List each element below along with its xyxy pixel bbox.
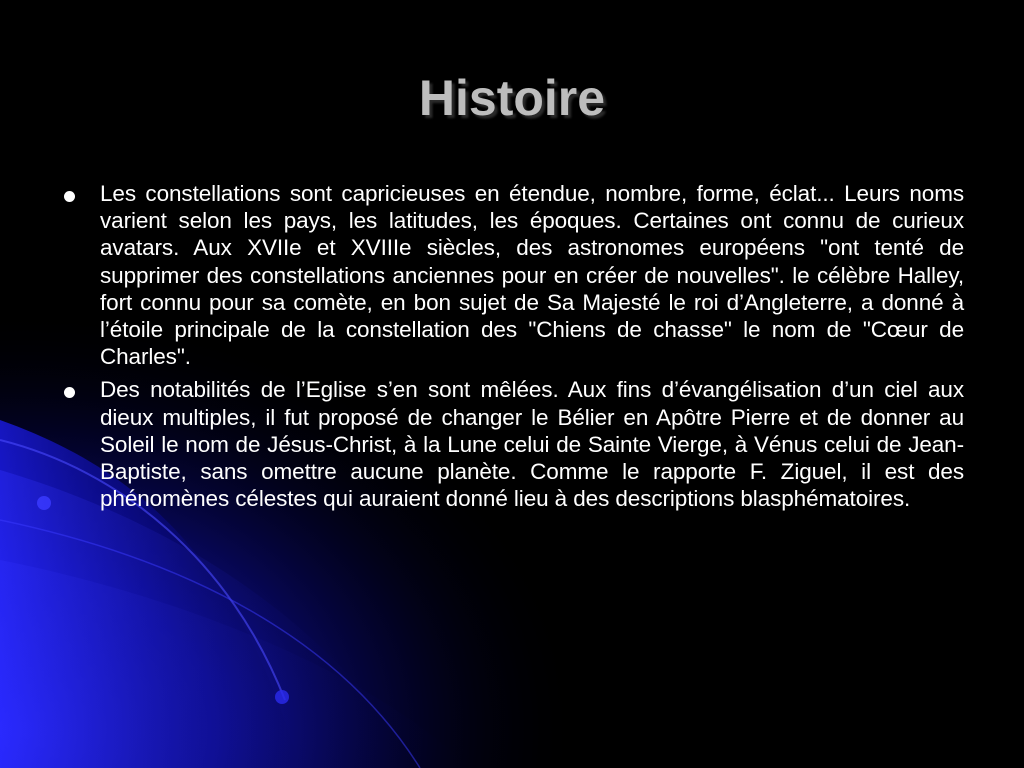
bullet-list [58, 180, 964, 518]
bullet-dot-icon [64, 191, 75, 202]
bullet-dot-icon [64, 387, 75, 398]
bullet-item [58, 376, 964, 512]
bullet-text: Les constellations sont capricieuses en étendue, nombre, forme, éclat... Leurs noms varient selon les pays, les latitudes, les époques. Certaines ont connu de curieux avatars. Aux XVIIe et XVIIIe siècles, des astronomes européens "ont tenté de supprimer des constellations anciennes pour en créer de nouvelles". le célèbre Halley, fort connu pour sa comète, en bon sujet de Sa Majesté le roi d’Angleterre, a donné à l’étoile principale de la constellation des "Chiens de chasse" le nom de "Cœur de Charles". [100, 181, 964, 370]
bullet-item [58, 180, 964, 370]
bullet-text: Des notabilités de l’Eglise s’en sont mêlées. Aux fins d’évangélisation d’un ciel aux dieux multiples, il fut proposé de changer le Bélier en Apôtre Pierre et de donner au Soleil le nom de Jésus-Christ, à la Lune celui de Sainte Vierge, à Vénus celui de Jean-Baptiste, sans omettre aucune planète. Comme le rapporte F. Ziguel, il est des phénomènes célestes qui auraient donné lieu à des descriptions blasphématoires. [100, 377, 964, 512]
slide-title: Histoire [418, 70, 606, 126]
